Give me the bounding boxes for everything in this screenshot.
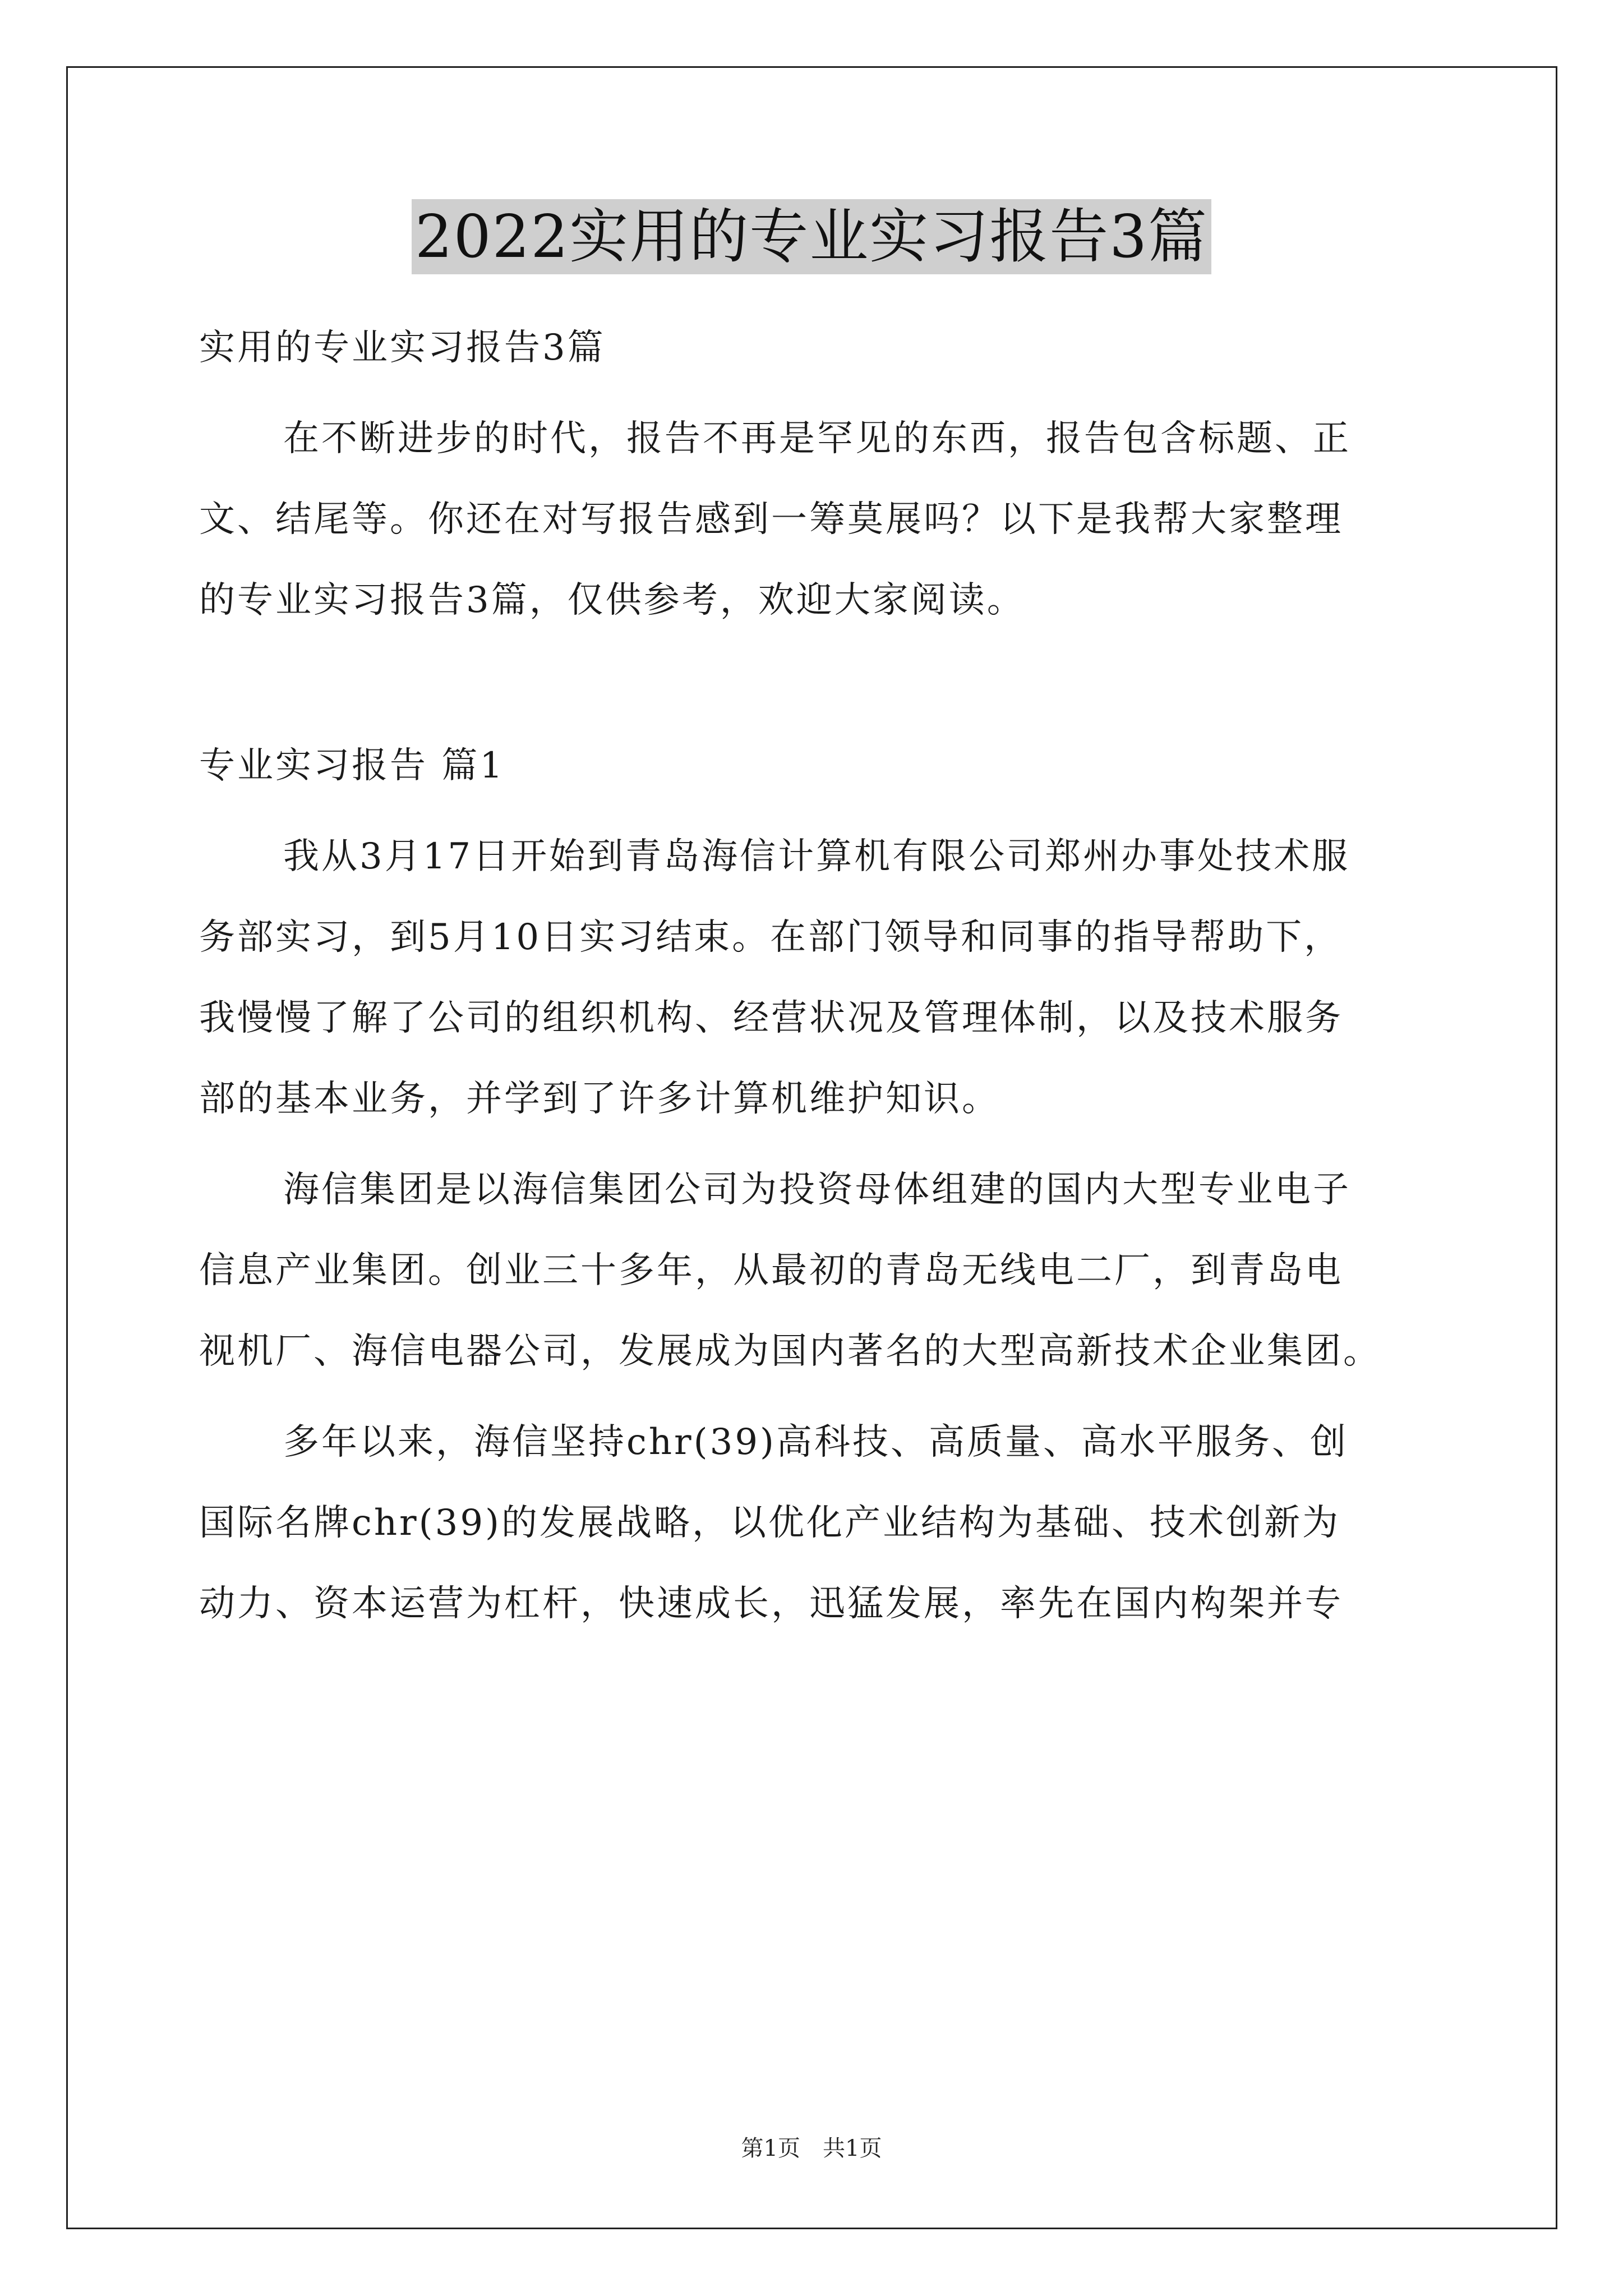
title-block <box>0 199 1623 274</box>
text-line: 部的基本业务，并学到了许多计算机维护知识。 <box>199 1078 1000 1120</box>
text-line: 在不断进步的时代，报告不再是罕见的东西，报告包含标题、正 <box>283 418 1351 459</box>
text-line: 海信集团是以海信集团公司为投资母体组建的国内大型专业电子 <box>283 1169 1351 1211</box>
text-line: 国际名牌chr(39)的发展战略，以优化产业结构为基础、技术创新为 <box>199 1502 1341 1544</box>
paragraph-2 <box>199 1149 1433 1392</box>
paragraph-1 <box>199 816 1433 1139</box>
text-line: 文、结尾等。你还在对写报告感到一筹莫展吗？以下是我帮大家整理 <box>199 499 1343 540</box>
text-line: 的专业实习报告3篇，仅供参考，欢迎大家阅读。 <box>199 579 1025 621</box>
section-heading: 专业实习报告 篇1 <box>199 745 505 786</box>
text-line: 多年以来，海信坚持chr(39)高科技、高质量、高水平服务、创 <box>283 1421 1349 1463</box>
text-line: 信息产业集团。创业三十多年，从最初的青岛无线电二厂，到青岛电 <box>199 1250 1343 1291</box>
paragraph-3 <box>199 1402 1433 1644</box>
page-footer: 第1页 共1页 <box>741 2136 882 2161</box>
document-body <box>199 307 1433 1644</box>
subtitle: 实用的专业实习报告3篇 <box>199 327 606 369</box>
text-line: 务部实习，到5月10日实习结束。在部门领导和同事的指导帮助下， <box>199 917 1343 958</box>
document-title: 2022实用的专业实习报告3篇 <box>412 199 1211 274</box>
text-line: 视机厂、海信电器公司，发展成为国内著名的大型高新技术企业集团。 <box>199 1331 1381 1372</box>
text-line: 动力、资本运营为杠杆，快速成长，迅猛发展，率先在国内构架并专 <box>199 1583 1343 1625</box>
intro-paragraph <box>199 398 1433 641</box>
text-line: 我从3月17日开始到青岛海信计算机有限公司郑州办事处技术服 <box>283 836 1350 877</box>
text-line: 我慢慢了解了公司的组织机构、经营状况及管理体制，以及技术服务 <box>199 997 1343 1039</box>
